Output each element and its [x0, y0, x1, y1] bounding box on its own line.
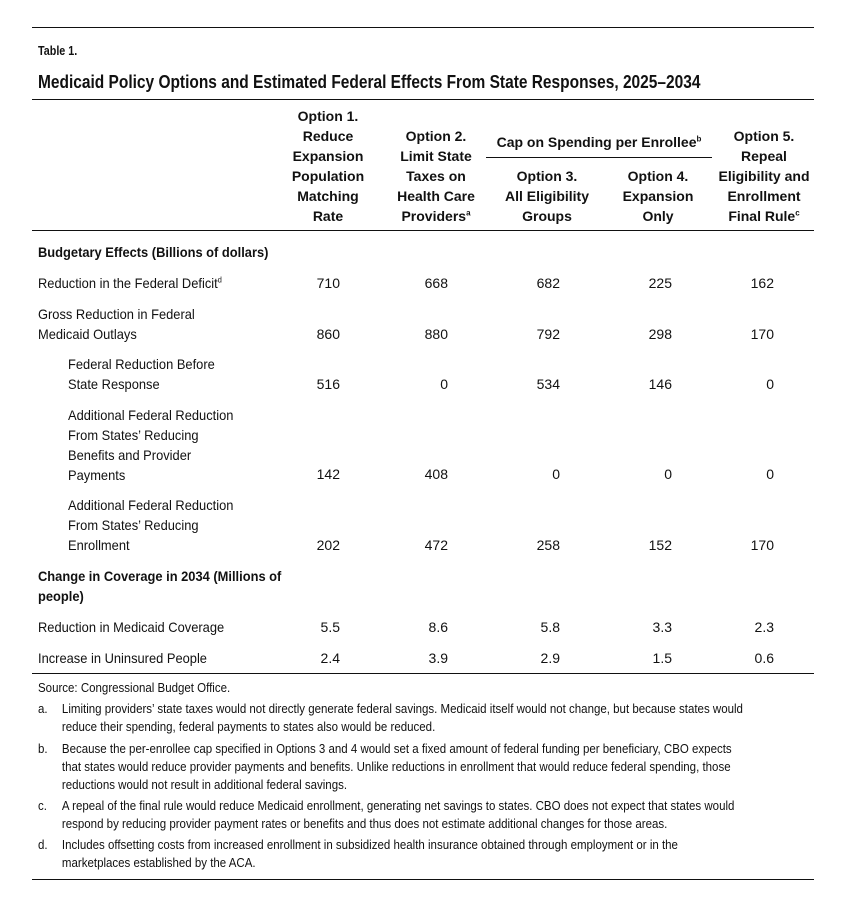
cell-value: 534: [536, 376, 560, 392]
row-label-federal-reduction-before-state: Federal Reduction Before State Response: [68, 356, 215, 392]
row-label-reduction-federal-deficit: Reduction in the Federal Deficit$^d$: [38, 275, 222, 291]
table-title: Medicaid Policy Options and Estimated Federal Effects From State Responses, 2025–2034: [38, 72, 701, 92]
row-label-increase-uninsured: Increase in Uninsured People: [38, 650, 207, 666]
column-header-option-2: Option 2. Limit State Taxes on Health Care Providers$^a$: [397, 128, 475, 224]
cell-value: 880: [424, 326, 448, 342]
cell-value: 5.5: [320, 619, 340, 635]
cell-value: 792: [536, 326, 560, 342]
cell-value: 408: [424, 466, 448, 482]
table-bottom-rule: [32, 673, 814, 674]
cell-value: 170: [750, 537, 774, 553]
cell-value: 202: [316, 537, 340, 553]
column-header-option-1: Option 1. Reduce Expansion Population Matching Rate: [291, 108, 365, 224]
cell-value: 298: [648, 326, 672, 342]
column-header-option-3: Option 3. All Eligibility Groups: [504, 168, 589, 224]
cell-value: 142: [316, 466, 340, 482]
cell-value: 5.8: [540, 619, 560, 635]
cell-value: 1.5: [652, 650, 672, 666]
cell-value: 2.3: [754, 619, 774, 635]
cell-value: 170: [750, 326, 774, 342]
column-header-option-5: Option 5. Repeal Eligibility and Enrollment Final Rule$^c$: [718, 128, 810, 224]
column-header-option-4: Option 4. Expansion Only: [622, 168, 694, 224]
row-label-gross-reduction: Gross Reduction in Federal Medicaid Outlays: [38, 306, 195, 342]
cell-value: 152: [648, 537, 672, 553]
cell-value: 0: [766, 466, 774, 482]
cell-value: 516: [316, 376, 340, 392]
bottom-rule: [32, 879, 814, 880]
cell-value: 0: [766, 376, 774, 392]
footnote-d: d. Includes offsetting costs from increased enrollment in subsidized health insurance obtained through employment or in the marketplaces established by the ACA.: [38, 838, 678, 870]
section-heading-coverage: Change in Coverage in 2034 (Millions of people): [38, 568, 282, 604]
row-label-reduction-medicaid-coverage: Reduction in Medicaid Coverage: [38, 619, 225, 635]
table-label: Table 1.: [38, 44, 78, 58]
cell-value: 162: [750, 275, 774, 291]
cell-value: 0: [664, 466, 672, 482]
cell-value: 668: [424, 275, 448, 291]
cell-value: 146: [648, 376, 672, 392]
cell-value: 472: [424, 537, 448, 553]
cell-value: 2.9: [540, 650, 560, 666]
cell-value: 710: [316, 275, 340, 291]
cell-value: 225: [648, 275, 672, 291]
cell-value: 8.6: [428, 619, 448, 635]
footnote-b: b. Because the per-enrollee cap specified in Options 3 and 4 would set a fixed amount of federal funding per beneficiary, CBO expects that states would reduce provider payments and benefits. Unlike reductions in enrollment that would reduce federal spending, those reductions would not result in additional federal savings.: [38, 742, 732, 792]
cell-value: 860: [316, 326, 340, 342]
cell-value: 0.6: [754, 650, 774, 666]
group-header-rule: [486, 157, 712, 158]
source-note: Source: Congressional Budget Office.: [38, 681, 231, 695]
section-heading-budgetary: Budgetary Effects (Billions of dollars): [38, 244, 269, 260]
footnote-a: a. Limiting providers’ state taxes would not directly generate federal savings. Medicaid itself would not change, but because states would reduce their spending, federal payments to states also would be reduced.: [38, 702, 743, 734]
title-rule: [32, 99, 814, 100]
cell-value: 0: [440, 376, 448, 392]
row-label-additional-reduction-benefits: Additional Federal Reduction From States’ Reducing Benefits and Provider Payments: [68, 407, 234, 483]
cell-value: 2.4: [320, 650, 340, 666]
group-header-cap-on-spending: Cap on Spending per Enrollee$^b$: [496, 134, 702, 150]
cell-value: 258: [536, 537, 560, 553]
cell-value: 682: [536, 275, 560, 291]
header-rule: [32, 230, 814, 231]
top-rule: [32, 27, 814, 28]
row-label-additional-reduction-enrollment: Additional Federal Reduction From States’ Reducing Enrollment: [68, 497, 234, 553]
cell-value: 3.3: [652, 619, 672, 635]
cell-value: 0: [552, 466, 560, 482]
cell-value: 3.9: [428, 650, 448, 666]
footnote-c: c. A repeal of the final rule would reduce Medicaid enrollment, generating net savings to states. CBO does not expect that states would respond by reducing provider payment rates or benefits and thus does not estimate additional changes for those areas.: [38, 799, 735, 831]
